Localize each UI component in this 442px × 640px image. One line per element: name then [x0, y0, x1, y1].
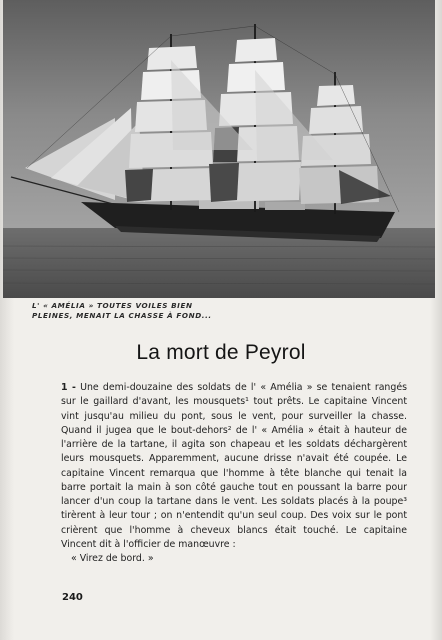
chapter-title: La mort de Peyrol: [136, 341, 306, 364]
ship-photograph: [3, 0, 435, 298]
quoted-order: « Virez de bord. »: [71, 553, 154, 564]
caption-line: PLEINES, MENAIT LA CHASSE À FOND...: [32, 311, 212, 320]
paragraph-text: Une demi-douzaine des soldats de l' « Amélia » se tenaient rangés sur le gaillard d'avant, les mousquets¹ tout prêts. Le capitaine Vincent vint jusqu'au milieu du pont, sous le vent, pour surveiller la chasse. Quand il jugea que le bout-dehors² de l' « Amélia » était à hauteur de l'arrière de la tartane, il agita son chapeau et les soldats déchargèrent leurs mousquets. Apparemment, aucune drisse n'avait été coupée. Le capitaine Vincent remarqua que l'homme à tête blanche qui tenait la barre portait la main à son côté gauche tout en poussant la barre pour lancer d'un coup la tartane dans le vent. Les soldats placés à la poupe³ tirèrent à leur tour ; on n'entendit qu'un seul coup. Des voix sur le pont crièrent que l'homme à cheveux blancs était touché. Le capitaine Vincent dit à l'officier de manœuvre :: [61, 382, 407, 550]
body-text: [61, 381, 407, 566]
page-number: 240: [62, 592, 83, 603]
photo-caption: [32, 301, 260, 321]
caption-line: L' « AMÉLIA » TOUTES VOILES BIEN: [32, 301, 193, 310]
paragraph-number: 1 -: [61, 382, 76, 393]
paragraph: [61, 381, 407, 552]
